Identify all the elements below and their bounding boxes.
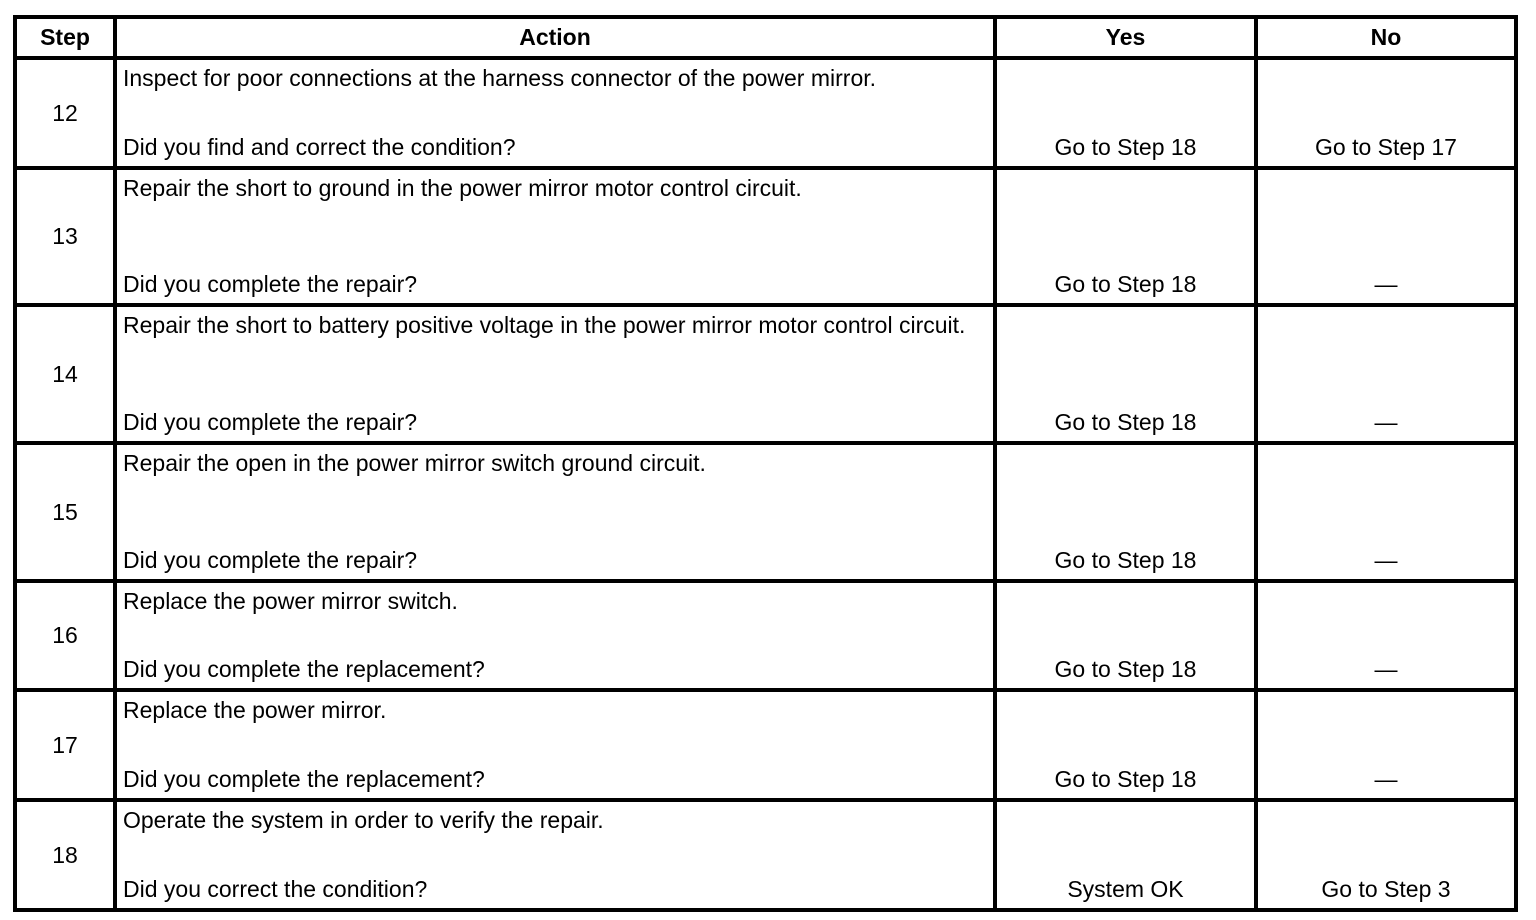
yes-cell bbox=[995, 690, 1256, 800]
header-yes: Yes bbox=[995, 17, 1256, 58]
no-cell bbox=[1256, 168, 1516, 305]
table-row bbox=[15, 305, 1516, 443]
action-cell bbox=[115, 581, 995, 690]
step-number: 15 bbox=[15, 443, 115, 581]
no-cell bbox=[1256, 58, 1516, 168]
yes-cell bbox=[995, 168, 1256, 305]
yes-result: Go to Step 18 bbox=[1054, 134, 1197, 160]
diagnostic-table bbox=[13, 15, 1518, 912]
question-text: Did you complete the replacement? bbox=[123, 766, 485, 792]
action-text: Operate the system in order to verify the repair. bbox=[123, 807, 604, 833]
no-result: Go to Step 17 bbox=[1315, 134, 1457, 160]
question-text: Did you complete the repair? bbox=[123, 271, 418, 297]
table-row bbox=[15, 800, 1516, 910]
no-cell bbox=[1256, 581, 1516, 690]
action-text: Repair the open in the power mirror switch ground circuit. bbox=[123, 450, 706, 476]
action-text: Repair the short to ground in the power mirror motor control circuit. bbox=[123, 175, 802, 201]
no-result: — bbox=[1374, 766, 1398, 792]
no-result: — bbox=[1374, 409, 1398, 435]
action-text: Inspect for poor connections at the harness connector of the power mirror. bbox=[123, 65, 877, 91]
header-action: Action bbox=[115, 17, 995, 58]
no-result: — bbox=[1374, 656, 1398, 682]
question-text: Did you complete the repair? bbox=[123, 409, 418, 435]
action-text: Replace the power mirror switch. bbox=[123, 588, 458, 614]
question-text: Did you complete the replacement? bbox=[123, 656, 485, 682]
step-number: 16 bbox=[15, 581, 115, 690]
table-row bbox=[15, 168, 1516, 305]
yes-cell bbox=[995, 800, 1256, 910]
step-number: 18 bbox=[15, 800, 115, 910]
action-cell bbox=[115, 58, 995, 168]
step-number: 13 bbox=[15, 168, 115, 305]
action-cell bbox=[115, 305, 995, 443]
no-cell bbox=[1256, 305, 1516, 443]
action-cell bbox=[115, 690, 995, 800]
action-cell bbox=[115, 443, 995, 581]
step-number: 17 bbox=[15, 690, 115, 800]
yes-cell bbox=[995, 58, 1256, 168]
action-cell bbox=[115, 168, 995, 305]
yes-result: Go to Step 18 bbox=[1054, 409, 1197, 435]
table-row bbox=[15, 690, 1516, 800]
yes-result: Go to Step 18 bbox=[1054, 656, 1197, 682]
yes-cell bbox=[995, 581, 1256, 690]
step-number: 14 bbox=[15, 305, 115, 443]
question-text: Did you find and correct the condition? bbox=[123, 134, 516, 160]
action-text: Replace the power mirror. bbox=[123, 697, 387, 723]
header-row bbox=[15, 17, 1516, 58]
header-no: No bbox=[1256, 17, 1516, 58]
step-number: 12 bbox=[15, 58, 115, 168]
yes-cell bbox=[995, 305, 1256, 443]
yes-result: Go to Step 18 bbox=[1054, 766, 1197, 792]
table-row bbox=[15, 58, 1516, 168]
table-row bbox=[15, 443, 1516, 581]
header-step: Step bbox=[15, 17, 115, 58]
action-cell bbox=[115, 800, 995, 910]
no-cell bbox=[1256, 690, 1516, 800]
no-result: — bbox=[1374, 271, 1398, 297]
table-row bbox=[15, 581, 1516, 690]
no-result: — bbox=[1374, 547, 1398, 573]
no-cell bbox=[1256, 800, 1516, 910]
yes-result: Go to Step 18 bbox=[1054, 547, 1197, 573]
yes-result: System OK bbox=[1067, 876, 1184, 902]
yes-cell bbox=[995, 443, 1256, 581]
yes-result: Go to Step 18 bbox=[1054, 271, 1197, 297]
question-text: Did you complete the repair? bbox=[123, 547, 418, 573]
no-result: Go to Step 3 bbox=[1321, 876, 1451, 902]
question-text: Did you correct the condition? bbox=[123, 876, 428, 902]
action-text: Repair the short to battery positive voltage in the power mirror motor control circuit. bbox=[123, 312, 966, 338]
no-cell bbox=[1256, 443, 1516, 581]
